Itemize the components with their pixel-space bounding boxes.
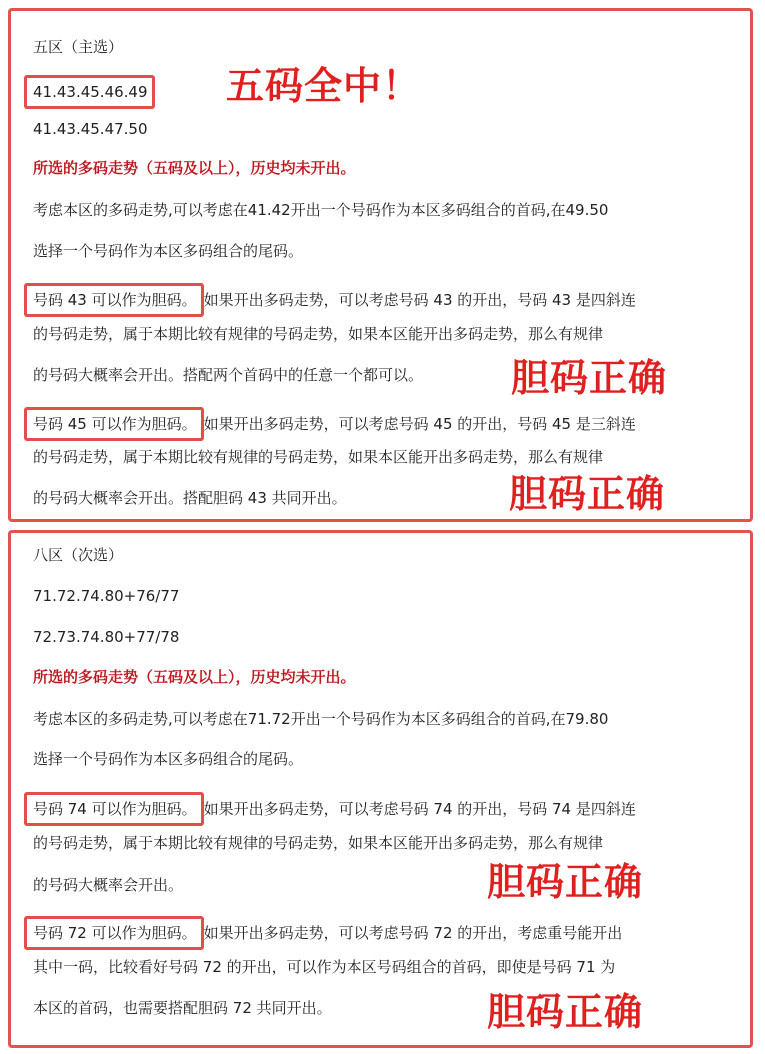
zone5-banker-b-text1: 如果开出多码走势，可以考虑号码 45 的开出，号码 45 是三斜连	[203, 415, 636, 433]
zone8-banker-b-text3: 本区的首码，也需要搭配胆码 72 共同开出。	[33, 999, 332, 1017]
zone5-combo1-row	[33, 75, 155, 109]
zone5-banker-b-text2: 的号码走势，属于本期比较有规律的号码走势，如果本区能开出多码走势，那么有规律	[33, 448, 604, 466]
zone8-correct-stamp-b: 胆码正确	[487, 990, 644, 1034]
zone5-banker-b-row	[33, 407, 636, 441]
zone5-banker-a-label: 号码 43 可以作为胆码。	[24, 283, 204, 317]
zone5-banker-a-text1: 如果开出多码走势，可以考虑号码 43 的开出，号码 43 是四斜连	[203, 291, 636, 309]
zone8-consider-line1: 考虑本区的多码走势,可以考虑在71.72开出一个号码作为本区多码组合的首码,在79.80	[33, 710, 609, 728]
zone5-combo2: 41.43.45.47.50	[33, 120, 148, 138]
zone8-consider-line2: 选择一个号码作为本区多码组合的尾码。	[33, 750, 304, 768]
zone8-banker-a-row	[33, 792, 636, 826]
zone8-correct-stamp-a: 胆码正确	[487, 860, 644, 904]
zone5-hit-stamp: 五码全中！	[226, 64, 422, 108]
zone5-banker-a-text2: 的号码走势，属于本期比较有规律的号码走势，如果本区能开出多码走势，那么有规律	[33, 325, 604, 343]
zone8-banker-a-text1: 如果开出多码走势，可以考虑号码 74 的开出，号码 74 是四斜连	[203, 800, 636, 818]
zone5-panel	[8, 8, 753, 522]
zone8-title: 八区（次选）	[33, 546, 124, 564]
zone5-correct-stamp-a: 胆码正确	[511, 356, 668, 400]
zone5-banker-a-row	[33, 283, 636, 317]
zone5-correct-stamp-b: 胆码正确	[509, 472, 666, 516]
zone8-combo2: 72.73.74.80+77/78	[33, 628, 180, 646]
zone5-banker-b-label: 号码 45 可以作为胆码。	[24, 407, 204, 441]
zone5-consider-line2: 选择一个号码作为本区多码组合的尾码。	[33, 242, 304, 260]
zone5-combo1: 41.43.45.46.49	[24, 75, 155, 109]
zone8-banker-b-label: 号码 72 可以作为胆码。	[24, 916, 204, 950]
zone8-banker-a-text3: 的号码大概率会开出。	[33, 876, 184, 894]
zone8-banker-a-text2: 的号码走势，属于本期比较有规律的号码走势，如果本区能开出多码走势，那么有规律	[33, 834, 604, 852]
zone5-consider-line1: 考虑本区的多码走势,可以考虑在41.42开出一个号码作为本区多码组合的首码,在49.50	[33, 201, 609, 219]
zone5-history-note: 所选的多码走势（五码及以上），历史均未开出。	[33, 159, 356, 177]
zone8-banker-b-row	[33, 916, 622, 950]
zone8-banker-a-label: 号码 74 可以作为胆码。	[24, 792, 204, 826]
zone8-history-note: 所选的多码走势（五码及以上），历史均未开出。	[33, 668, 356, 686]
zone8-panel	[8, 530, 753, 1048]
zone5-title: 五区（主选）	[33, 38, 124, 56]
zone8-banker-b-text1: 如果开出多码走势，可以考虑号码 72 的开出，考虑重号能开出	[203, 924, 623, 942]
zone8-banker-b-text2: 其中一码，比较看好号码 72 的开出，可以作为本区号码组合的首码，即使是号码 71 为	[33, 958, 616, 976]
zone5-banker-b-text3: 的号码大概率会开出。搭配胆码 43 共同开出。	[33, 489, 347, 507]
zone8-combo1: 71.72.74.80+76/77	[33, 587, 180, 605]
zone5-banker-a-text3: 的号码大概率会开出。搭配两个首码中的任意一个都可以。	[33, 366, 424, 384]
